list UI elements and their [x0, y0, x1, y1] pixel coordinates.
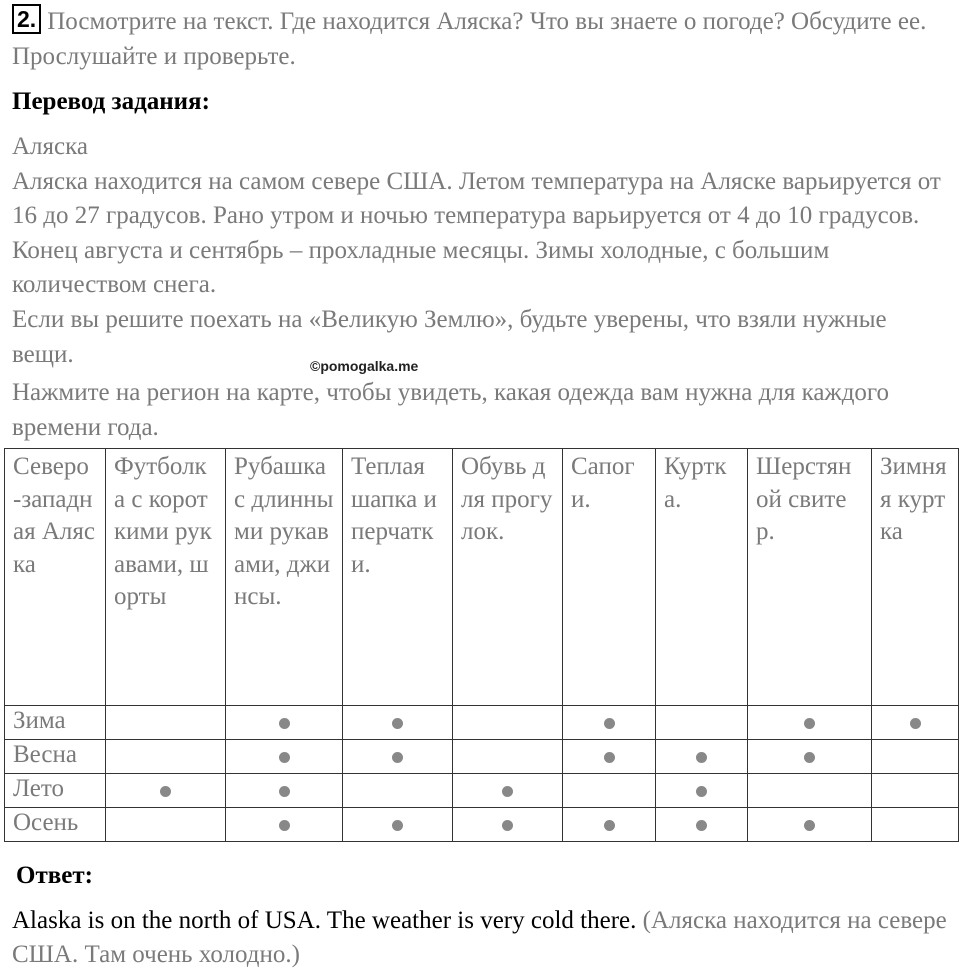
- table-header-row: [5, 449, 959, 706]
- answer-block: [12, 904, 952, 972]
- answer-english: Alaska is on the north of USA. The weather is very cold there.: [12, 907, 637, 934]
- table-row: [5, 706, 959, 740]
- bullet-dot-icon: [392, 752, 403, 763]
- mark-cell: [106, 706, 226, 740]
- mark-cell: [226, 808, 343, 842]
- table-row: [5, 774, 959, 808]
- season-label: Зима: [5, 706, 106, 740]
- bullet-dot-icon: [502, 786, 513, 797]
- mark-cell: [563, 774, 656, 808]
- clothing-table: [4, 448, 959, 842]
- task-text: Посмотрите на текст. Где находится Аляска? Что вы знаете о погоде? Обсудите ее. Прослушайте и проверьте.: [12, 8, 927, 70]
- header-wool-sweater: Шерстяной свитер.: [748, 449, 872, 706]
- bullet-dot-icon: [604, 820, 615, 831]
- mark-cell: [343, 774, 453, 808]
- bullet-dot-icon: [804, 752, 815, 763]
- translation-heading: Перевод задания:: [12, 88, 210, 115]
- table-row: [5, 740, 959, 774]
- translation-paragraph-2: Если вы решите поехать на «Великую Землю», будьте уверены, что взяли нужные вещи.: [12, 305, 887, 368]
- mark-cell: [872, 774, 959, 808]
- mark-cell: [106, 808, 226, 842]
- bullet-dot-icon: [279, 752, 290, 763]
- header-jacket: Куртка.: [656, 449, 748, 706]
- bullet-dot-icon: [279, 786, 290, 797]
- bullet-dot-icon: [604, 718, 615, 729]
- bullet-dot-icon: [804, 820, 815, 831]
- mark-cell: [656, 706, 748, 740]
- mark-cell: [563, 706, 656, 740]
- header-winter-jacket: Зимняя куртка: [872, 449, 959, 706]
- season-label: Осень: [5, 808, 106, 842]
- mark-cell: [748, 808, 872, 842]
- mark-cell: [226, 740, 343, 774]
- task-number: 2.: [12, 4, 41, 34]
- bullet-dot-icon: [696, 752, 707, 763]
- mark-cell: [226, 706, 343, 740]
- mark-cell: [748, 706, 872, 740]
- bullet-dot-icon: [392, 718, 403, 729]
- mark-cell: [106, 740, 226, 774]
- mark-cell: [343, 740, 453, 774]
- bullet-dot-icon: [502, 820, 513, 831]
- bullet-dot-icon: [392, 820, 403, 831]
- translation-block: [12, 130, 952, 445]
- mark-cell: [656, 740, 748, 774]
- bullet-dot-icon: [279, 820, 290, 831]
- mark-cell: [872, 706, 959, 740]
- mark-cell: [748, 740, 872, 774]
- answer-russian: (Аляска находится на севере США. Там очень холодно.): [12, 907, 947, 968]
- mark-cell: [563, 808, 656, 842]
- header-shirt-jeans: Рубашка с длинными рукавами, джинсы.: [226, 449, 343, 706]
- bullet-dot-icon: [279, 718, 290, 729]
- bullet-dot-icon: [696, 820, 707, 831]
- translation-title: Аляска: [12, 133, 88, 160]
- bullet-dot-icon: [604, 752, 615, 763]
- season-label: Весна: [5, 740, 106, 774]
- mark-cell: [453, 808, 563, 842]
- table-row: [5, 808, 959, 842]
- mark-cell: [343, 706, 453, 740]
- header-tshirt-shorts: Футболка с короткими рукавами, шорты: [106, 449, 226, 706]
- task-statement: [12, 4, 952, 74]
- mark-cell: [872, 740, 959, 774]
- bullet-dot-icon: [160, 786, 171, 797]
- mark-cell: [563, 740, 656, 774]
- mark-cell: [656, 808, 748, 842]
- bullet-dot-icon: [696, 786, 707, 797]
- mark-cell: [106, 774, 226, 808]
- mark-cell: [748, 774, 872, 808]
- mark-cell: [453, 740, 563, 774]
- season-label: Лето: [5, 774, 106, 808]
- watermark: ©pomogalka.me: [310, 358, 419, 374]
- header-walking-shoes: Обувь для прогулок.: [453, 449, 563, 706]
- mark-cell: [453, 706, 563, 740]
- header-region: Северо-западная Аляска: [5, 449, 106, 706]
- bullet-dot-icon: [804, 718, 815, 729]
- header-boots: Сапоги.: [563, 449, 656, 706]
- mark-cell: [226, 774, 343, 808]
- mark-cell: [343, 808, 453, 842]
- translation-paragraph-1: Аляска находится на самом севере США. Летом температура на Аляске варьируется от 16 до 27 градусов. Рано утром и ночью температура варьируется от 4 до 10 градусов. Конец августа и сентябрь – прохладные месяцы. Зимы холодные, с большим количеством снега.: [12, 167, 941, 299]
- mark-cell: [656, 774, 748, 808]
- translation-paragraph-3: Нажмите на регион на карте, чтобы увидеть, какая одежда вам нужна для каждого времени года.: [12, 379, 890, 441]
- bullet-dot-icon: [910, 718, 921, 729]
- mark-cell: [872, 808, 959, 842]
- answer-heading: Ответ:: [16, 862, 93, 889]
- mark-cell: [453, 774, 563, 808]
- header-hat-gloves: Теплая шапка и перчатки.: [343, 449, 453, 706]
